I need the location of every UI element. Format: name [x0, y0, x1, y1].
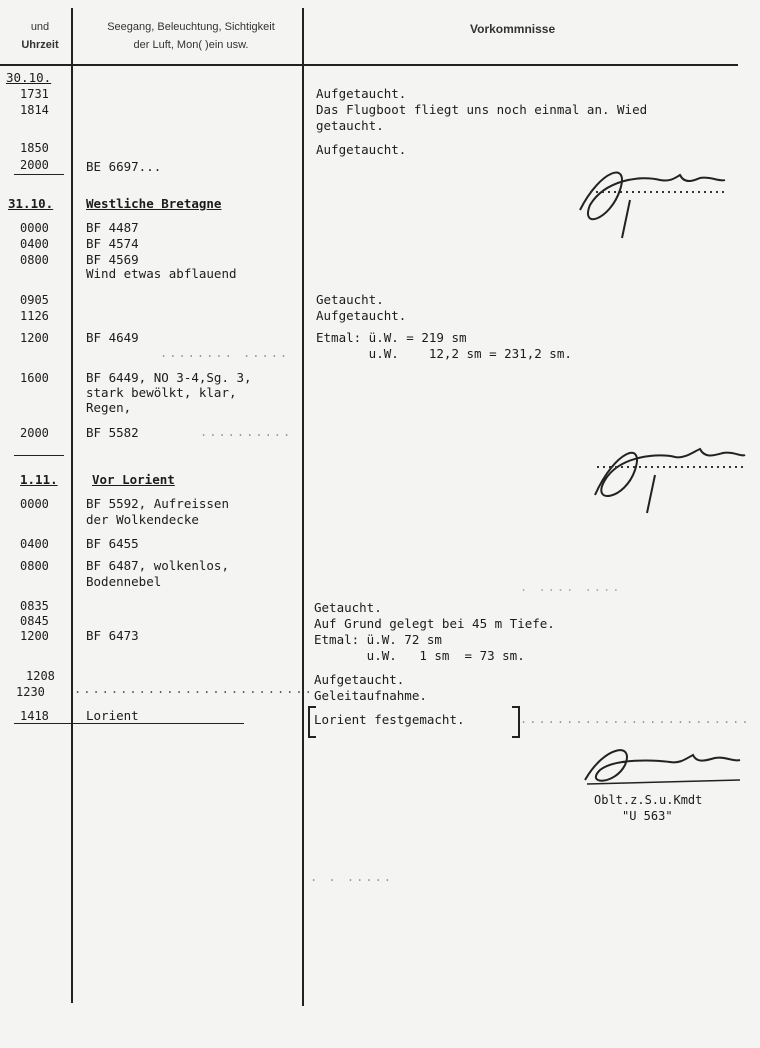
noise: ..........	[200, 425, 293, 439]
etmal-line-1: Etmal: ü.W. = 219 sm	[316, 330, 467, 345]
weather-cell: stark bewölkt, klar,	[86, 385, 237, 400]
position-cell: BF 6473	[86, 628, 139, 643]
position-cell: BF 5582	[86, 425, 139, 440]
signature-3	[575, 740, 745, 795]
noise: .........................	[520, 712, 751, 726]
weather-cell: der Wolkendecke	[86, 512, 199, 527]
row-rule	[14, 455, 64, 456]
event-cell: Auf Grund gelegt bei 45 m Tiefe.	[314, 616, 555, 631]
time-cell: 0400	[20, 537, 49, 551]
signature-2	[575, 425, 750, 515]
event-cell: Aufgetaucht.	[316, 86, 407, 101]
time-cell: 0400	[20, 237, 49, 251]
position-cell: BF 4487	[86, 220, 139, 235]
time-cell: 0000	[20, 221, 49, 235]
header-col1-line1: und	[30, 21, 50, 33]
time-cell: 1814	[20, 103, 49, 117]
etmal-line-2: u.W. 1 sm = 73 sm.	[314, 648, 525, 663]
time-cell: 1418	[20, 709, 49, 723]
noise: ........ .....	[160, 346, 290, 360]
signature-1	[560, 150, 740, 245]
time-cell: 1126	[20, 309, 49, 323]
event-cell: Das Flugboot fliegt uns noch einmal an. Wied	[316, 102, 648, 117]
row-rule	[14, 174, 64, 175]
date-31-10: 31.10.	[8, 196, 54, 211]
time-cell: 0835	[20, 599, 49, 613]
position-cell: BF 6455	[86, 536, 139, 551]
header-date-time	[20, 18, 60, 54]
bracket-right	[512, 706, 520, 738]
position-cell: BF 6449, NO 3-4,Sg. 3,	[86, 370, 252, 385]
event-cell: Getaucht.	[316, 292, 384, 307]
column-rule-1	[71, 8, 73, 1003]
time-cell: 0905	[20, 293, 49, 307]
header-events: Vorkommnisse	[470, 22, 556, 36]
event-cell: Geleitaufnahme.	[314, 688, 427, 703]
time-cell: 0000	[20, 497, 49, 511]
event-cell: Aufgetaucht.	[316, 142, 407, 157]
time-cell: 1200	[20, 629, 49, 643]
weather-cell: Bodennebel	[86, 574, 162, 589]
position-cell: BE 6697...	[86, 159, 162, 174]
event-cell: Getaucht.	[314, 600, 382, 615]
event-cell-moored: Lorient festgemacht.	[314, 712, 465, 727]
event-cell: getaucht.	[316, 118, 384, 133]
position-cell: BF 6487, wolkenlos,	[86, 558, 229, 573]
time-cell: 1600	[20, 371, 49, 385]
position-cell: BF 4574	[86, 236, 139, 251]
position-cell: BF 4569	[86, 252, 139, 267]
position-cell: BF 4649	[86, 330, 139, 345]
event-cell: Aufgetaucht.	[316, 308, 407, 323]
time-cell: 0800	[20, 253, 49, 267]
date-1-11: 1.11.	[20, 472, 58, 487]
time-cell: 0800	[20, 559, 49, 573]
time-cell: 0845	[20, 614, 49, 628]
header-rule	[0, 64, 738, 66]
etmal-line-2: u.W. 12,2 sm = 231,2 sm.	[316, 346, 572, 361]
time-cell: 2000	[20, 426, 49, 440]
time-cell: 1208	[26, 669, 55, 683]
weather-cell: Regen,	[86, 400, 132, 415]
header-col2-line1: Seegang, Beleuchtung, Sichtigkeit	[107, 21, 275, 33]
time-cell: 1230	[16, 685, 45, 699]
etmal-line-1: Etmal: ü.W. 72 sm	[314, 632, 442, 647]
position-cell: Lorient	[86, 708, 139, 723]
noise: . . .....	[310, 870, 394, 884]
row-rule	[14, 723, 244, 724]
time-cell: 1850	[20, 141, 49, 155]
boat-number: "U 563"	[622, 809, 673, 823]
weather-cell: Wind etwas abflauend	[86, 266, 237, 281]
noise: . .... ....	[520, 580, 622, 594]
position-cell: BF 5592, Aufreissen	[86, 496, 229, 511]
area-west-brittany: Westliche Bretagne	[86, 196, 222, 211]
leader-dots: ..........................	[74, 682, 314, 696]
column-rule-2	[302, 8, 304, 1006]
header-col2-line2: der Luft, Mon( )ein usw.	[133, 39, 249, 51]
date-30-10: 30.10.	[6, 70, 52, 85]
header-col1-line2: Uhrzeit	[21, 39, 59, 51]
time-cell: 2000	[20, 158, 49, 172]
area-off-lorient: Vor Lorient	[92, 472, 175, 487]
commander-rank: Oblt.z.S.u.Kmdt	[594, 793, 703, 807]
header-conditions	[78, 18, 304, 54]
time-cell: 1731	[20, 87, 49, 101]
event-cell: Aufgetaucht.	[314, 672, 405, 687]
time-cell: 1200	[20, 331, 49, 345]
